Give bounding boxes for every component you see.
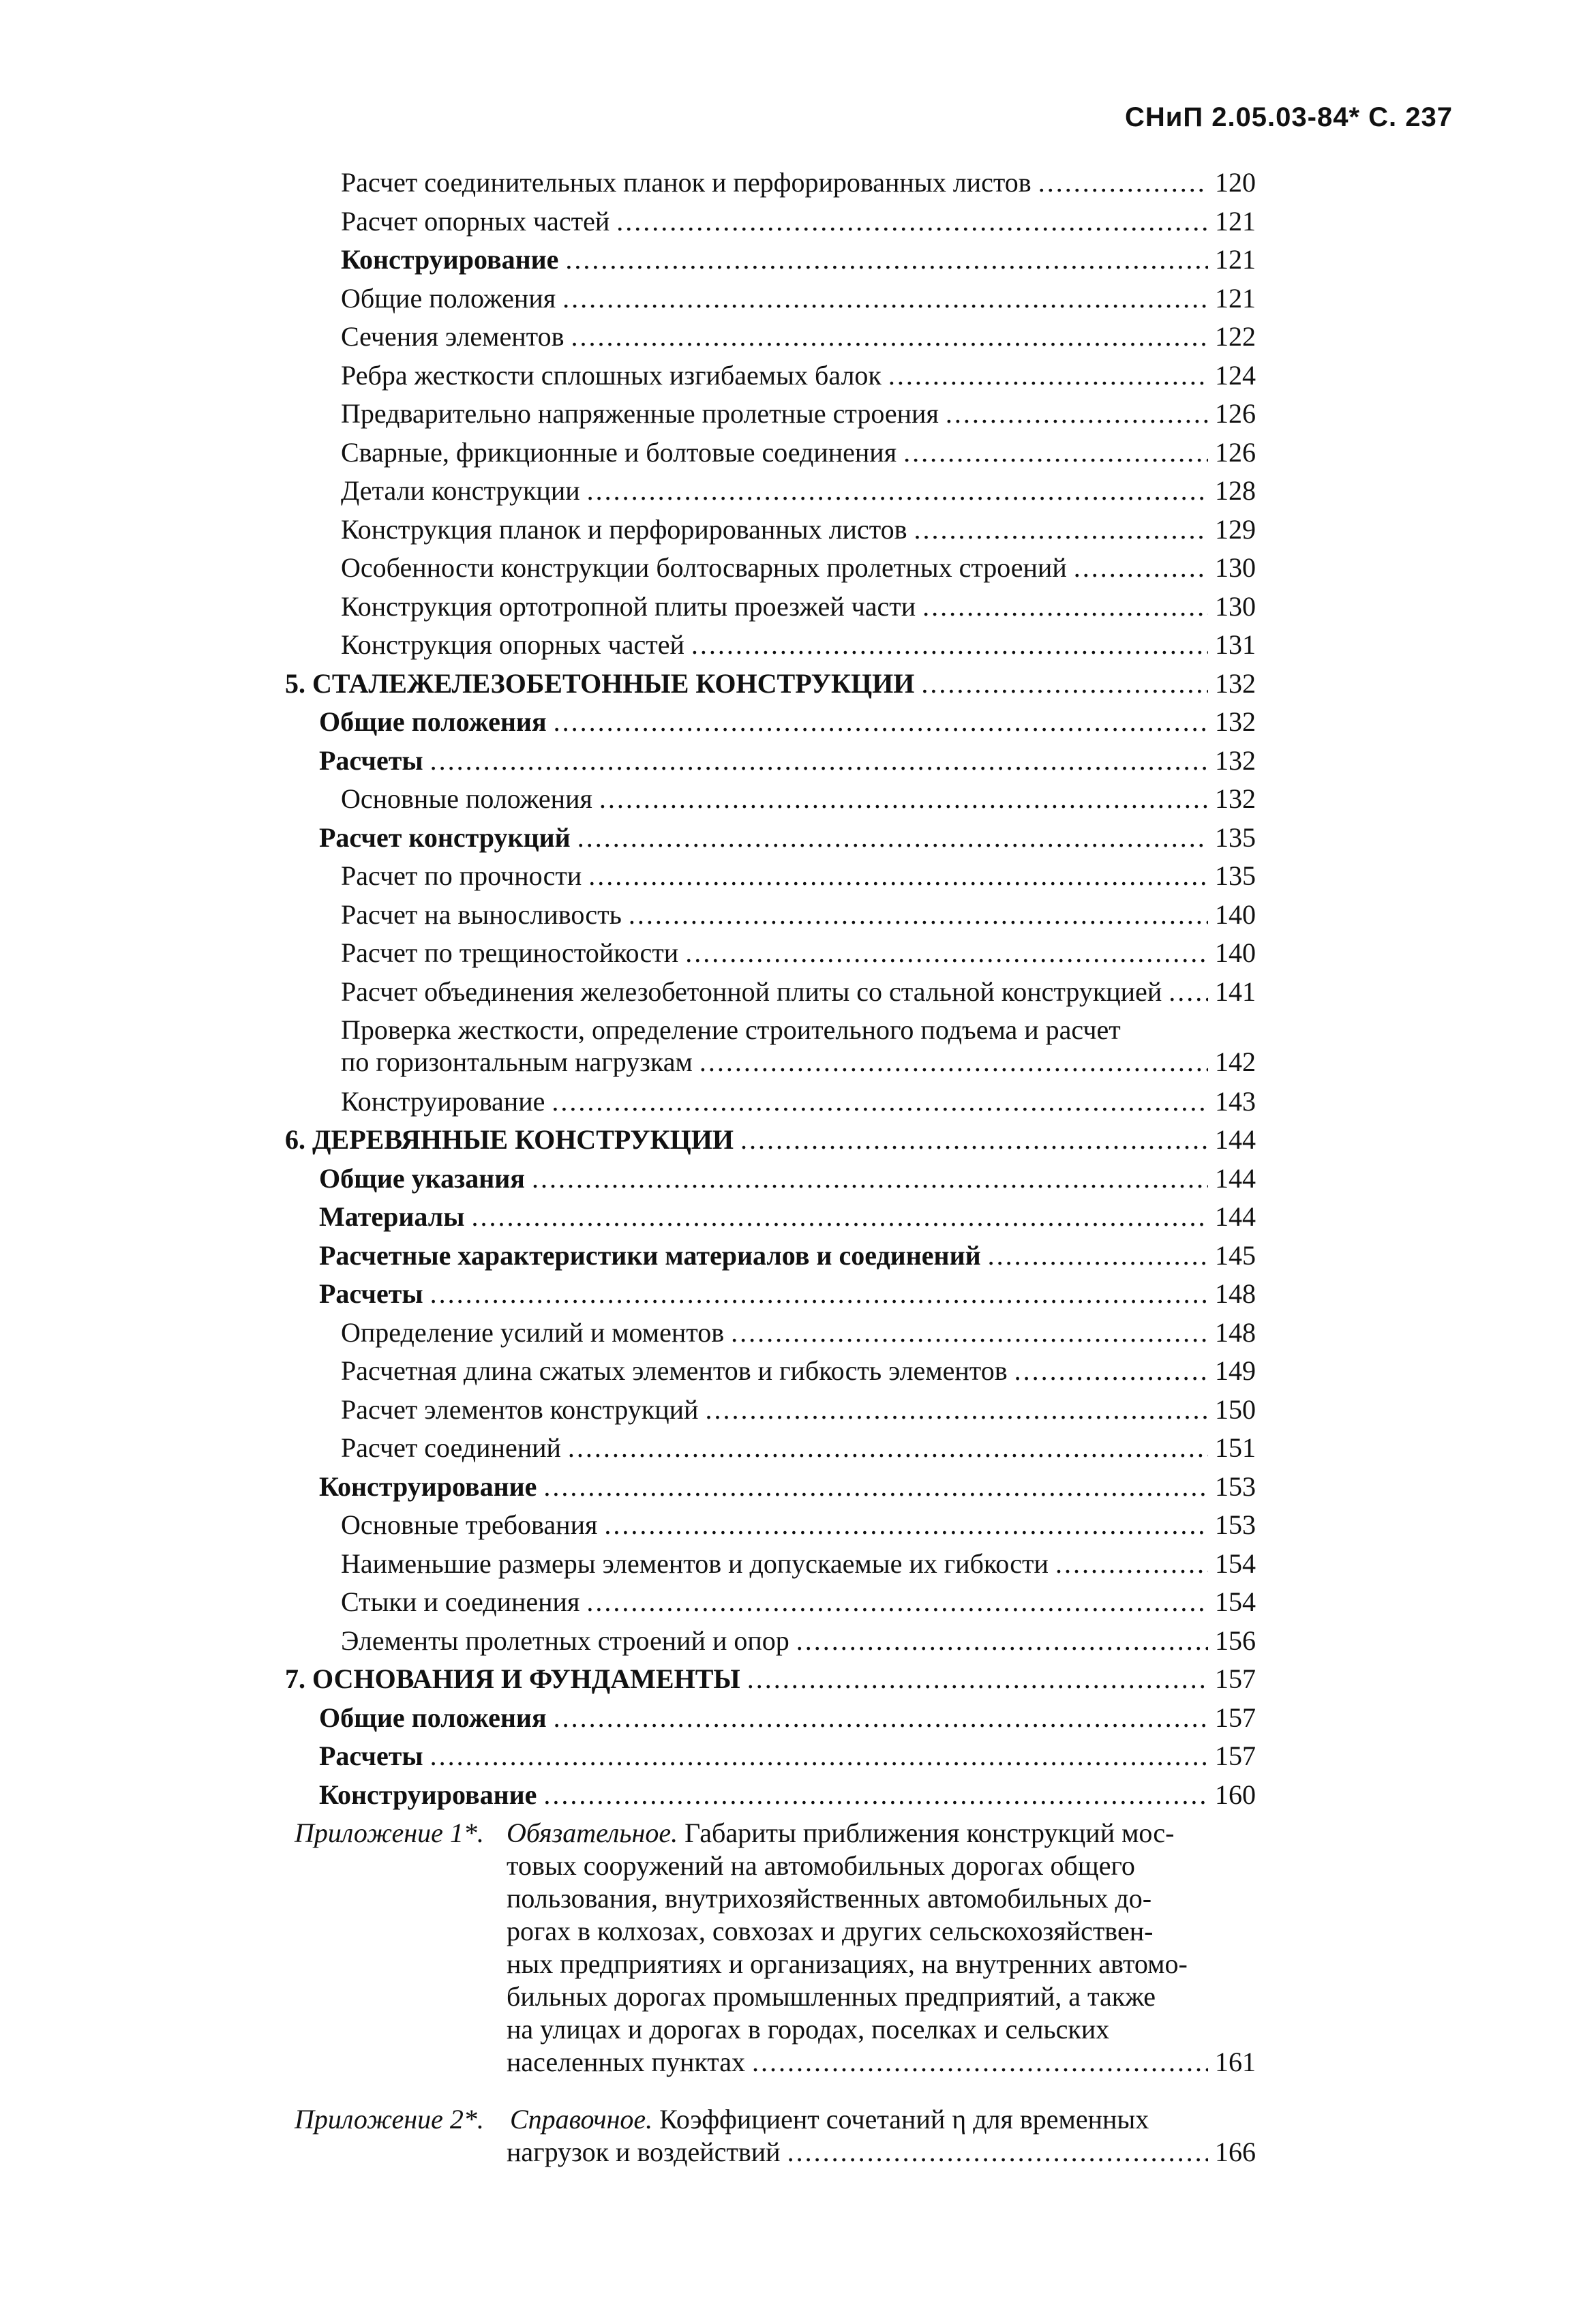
running-title: СНиП 2.05.03-84* С. 237 (1124, 102, 1453, 132)
appendix-line: товых сооружений на автомобильных дорогах общего (507, 1850, 1135, 1881)
toc-section-heading (285, 1660, 1256, 1698)
toc-entry-title: Расчет соединительных планок и перфорированных листов (341, 167, 1032, 198)
leader-dots (586, 1583, 1208, 1621)
leader-dots (988, 1237, 1208, 1275)
toc-entry-page: 153 (1215, 1471, 1256, 1502)
toc-entry-title: Общие положения (319, 1702, 547, 1733)
toc-entry-page: 157 (1215, 1702, 1256, 1733)
leader-dots (1055, 1545, 1208, 1583)
toc-entry-page: 140 (1215, 899, 1256, 930)
toc-entry (341, 896, 1256, 934)
toc-entry (319, 1776, 1256, 1814)
toc-entry (341, 1391, 1256, 1429)
leader-dots (554, 703, 1208, 741)
toc-entry-title-line1: Проверка жесткости, определение строительного подъема и расчет (341, 1014, 1121, 1045)
toc-entry-title: населенных пунктах (507, 2047, 745, 2077)
toc-entry (319, 1699, 1256, 1737)
leader-dots (787, 2133, 1208, 2171)
toc-entry-title: Расчет объединения железобетонной плиты со стальной конструкцией (341, 976, 1162, 1007)
leader-dots (430, 1737, 1208, 1775)
toc-entry-title: Расчетные характеристики материалов и соединений (319, 1240, 981, 1271)
toc-entry-page: 132 (1215, 706, 1256, 737)
leader-dots (554, 1699, 1208, 1737)
toc-entry-page: 140 (1215, 937, 1256, 968)
toc-entry (341, 1545, 1256, 1583)
leader-dots (629, 896, 1208, 934)
toc-entry-page: 132 (1215, 745, 1256, 776)
toc-entry-page: 157 (1215, 1663, 1256, 1694)
leader-dots (552, 1083, 1208, 1121)
toc-entry-page: 151 (1215, 1432, 1256, 1463)
toc-entry-title: Расчеты (319, 745, 423, 776)
leader-dots (599, 780, 1208, 818)
toc-entry (319, 1237, 1256, 1275)
toc-entry-page: 126 (1215, 437, 1256, 468)
toc-entry-title: Конструирование (341, 1086, 545, 1117)
toc-entry-title: Расчет опорных частей (341, 206, 610, 237)
toc-section-heading (285, 665, 1256, 703)
toc-entry-page: 135 (1215, 860, 1256, 891)
toc-entry (341, 318, 1256, 356)
toc-entry-page: 149 (1215, 1355, 1256, 1386)
toc-entry-title: Расчет на выносливость (341, 899, 622, 930)
leader-dots (604, 1506, 1208, 1544)
toc-entry (341, 626, 1256, 664)
toc-entry (341, 164, 1256, 202)
appendix-text: Коэффициент сочетаний η для временных (659, 2104, 1149, 2135)
toc-entry-title: Конструкция ортотропной плиты проезжей части (341, 591, 916, 622)
toc-entry (341, 511, 1256, 549)
toc-entry-title: 6. ДЕРЕВЯННЫЕ КОНСТРУКЦИИ (285, 1124, 734, 1155)
toc-entry (341, 1352, 1256, 1390)
toc-entry (341, 1083, 1256, 1121)
toc-entry (319, 819, 1256, 857)
toc-entry-title: Наименьшие размеры элементов и допускаемые их гибкости (341, 1548, 1049, 1579)
toc-entry-title: Общие положения (319, 706, 547, 737)
toc-entry-page: 144 (1215, 1201, 1256, 1232)
toc-entry-title: 7. ОСНОВАНИЯ И ФУНДАМЕНТЫ (285, 1663, 740, 1694)
leader-dots (691, 626, 1208, 664)
toc-entry-page: 160 (1215, 1779, 1256, 1810)
toc-entry (341, 934, 1256, 972)
leader-dots (685, 934, 1208, 972)
toc-entry (341, 241, 1256, 279)
toc-entry-title: Расчет по трещиностойкости (341, 937, 679, 968)
toc-entry-title: Расчет элементов конструкций (341, 1394, 699, 1425)
toc-entry-page: 144 (1215, 1163, 1256, 1194)
leader-dots (1014, 1352, 1208, 1390)
toc-entry-title: Определение усилий и моментов (341, 1317, 725, 1348)
leader-dots (731, 1314, 1208, 1352)
toc-entry (341, 1583, 1256, 1621)
toc-entry-title: Общие положения (341, 283, 556, 314)
toc-entry-title: Расчеты (319, 1740, 423, 1771)
leader-dots (796, 1622, 1208, 1660)
toc-entry (319, 742, 1256, 780)
toc-entry-title: Расчетная длина сжатых элементов и гибкость элементов (341, 1355, 1008, 1386)
toc-entry-page: 166 (1215, 2137, 1256, 2167)
toc-entry (507, 2043, 1256, 2081)
toc-entry-title: Элементы пролетных строений и опор (341, 1625, 789, 1656)
toc-entry (341, 1314, 1256, 1352)
appendix-line: рогах в колхозах, совхозах и других сельскохозяйствен- (507, 1916, 1154, 1946)
leader-dots (543, 1468, 1208, 1506)
toc-entry (341, 1506, 1256, 1544)
toc-entry (341, 973, 1256, 1011)
leader-dots (903, 434, 1208, 472)
leader-dots (1169, 973, 1208, 1011)
leader-dots (922, 588, 1208, 626)
toc-entry-page: 121 (1215, 206, 1256, 237)
toc-entry-page: 142 (1215, 1046, 1256, 1077)
toc-entry (341, 202, 1256, 241)
toc-entry-page: 129 (1215, 514, 1256, 545)
toc-entry (341, 357, 1256, 395)
leader-dots (532, 1160, 1208, 1198)
leader-dots (562, 280, 1208, 318)
leader-dots (705, 1391, 1208, 1429)
toc-entry-page: 157 (1215, 1740, 1256, 1771)
toc-entry (341, 857, 1256, 895)
leader-dots (888, 357, 1208, 395)
appendix-text: Габариты приближения конструкций мос- (684, 1818, 1175, 1848)
leader-dots (588, 857, 1208, 895)
leader-dots (740, 1121, 1208, 1159)
toc-entry (341, 395, 1256, 433)
leader-dots (471, 1198, 1208, 1236)
toc-entry-title: по горизонтальным нагрузкам (341, 1046, 693, 1077)
toc-entry (341, 1043, 1256, 1081)
toc-entry-title: Стыки и соединения (341, 1586, 580, 1617)
toc-entry (507, 2133, 1256, 2171)
toc-entry-page: 121 (1215, 283, 1256, 314)
leader-dots (543, 1776, 1208, 1814)
toc-entry-title: Сварные, фрикционные и болтовые соединения (341, 437, 897, 468)
appendix-kind: Обязательное. (507, 1818, 678, 1848)
toc-entry-page: 141 (1215, 976, 1256, 1007)
toc-entry-title: Расчет конструкций (319, 822, 571, 853)
toc-entry (341, 434, 1256, 472)
toc-entry (319, 1275, 1256, 1313)
toc-entry-page: 121 (1215, 244, 1256, 275)
toc-entry-page: 130 (1215, 552, 1256, 583)
toc-entry-page: 143 (1215, 1086, 1256, 1117)
leader-dots (616, 202, 1208, 241)
toc-entry-page: 132 (1215, 668, 1256, 699)
toc-entry-page: 148 (1215, 1317, 1256, 1348)
toc-section-heading (285, 1121, 1256, 1159)
toc-entry-page: 124 (1215, 360, 1256, 391)
appendix-label: Приложение 1*. (295, 1818, 484, 1848)
toc-entry-page: 153 (1215, 1509, 1256, 1540)
toc-entry-page: 161 (1215, 2047, 1256, 2077)
toc-entry-title: Расчет по прочности (341, 860, 582, 891)
toc-entry-page: 122 (1215, 321, 1256, 352)
toc-entry (319, 1737, 1256, 1775)
toc-entry (341, 588, 1256, 626)
leader-dots (568, 1429, 1208, 1467)
toc-entry (341, 1622, 1256, 1660)
leader-dots (430, 742, 1208, 780)
leader-dots (921, 665, 1208, 703)
toc-entry-title: Конструирование (341, 244, 559, 275)
toc-entry (341, 780, 1256, 818)
leader-dots (430, 1275, 1208, 1313)
appendix-line: на улицах и дорогах в городах, поселках и сельских (507, 2014, 1110, 2045)
toc-entry-page: 145 (1215, 1240, 1256, 1271)
toc-entry (319, 703, 1256, 741)
appendix-line: пользования, внутрихозяйственных автомобильных до- (507, 1883, 1152, 1914)
appendix-line: ных предприятиях и организациях, на внутренних автомо- (507, 1948, 1188, 1979)
leader-dots (914, 511, 1208, 549)
leader-dots (577, 819, 1208, 857)
toc-entry-title: нагрузок и воздействий (507, 2137, 781, 2167)
leader-dots (699, 1043, 1208, 1081)
toc-entry-title: Детали конструкции (341, 475, 580, 506)
toc-entry (319, 1198, 1256, 1236)
toc-entry-title: Расчеты (319, 1278, 423, 1309)
appendix-kind: Справочное. (510, 2104, 653, 2135)
toc-entry-title: Особенности конструкции болтосварных пролетных строений (341, 552, 1067, 583)
toc-entry-page: 131 (1215, 629, 1256, 660)
leader-dots (747, 1660, 1208, 1698)
toc-entry-title: Материалы (319, 1201, 465, 1232)
toc-entry-title: Ребра жесткости сплошных изгибаемых балок (341, 360, 882, 391)
toc-entry-page: 154 (1215, 1548, 1256, 1579)
appendix-line: бильных дорогах промышленных предприятий, а также (507, 1981, 1156, 2012)
toc-entry-title: Конструирование (319, 1471, 537, 1502)
toc-entry-page: 130 (1215, 591, 1256, 622)
leader-dots (752, 2043, 1208, 2081)
leader-dots (946, 395, 1208, 433)
toc-entry-page: 144 (1215, 1124, 1256, 1155)
leader-dots (587, 472, 1208, 510)
toc-entry-page: 156 (1215, 1625, 1256, 1656)
leader-dots (1074, 549, 1208, 587)
toc-entry-page: 120 (1215, 167, 1256, 198)
toc-entry-title: Сечения элементов (341, 321, 564, 352)
toc-entry-title: Конструкция планок и перфорированных листов (341, 514, 907, 545)
toc-entry-page: 150 (1215, 1394, 1256, 1425)
toc-entry-title: Конструкция опорных частей (341, 629, 684, 660)
toc-entry-page: 132 (1215, 783, 1256, 814)
toc-entry-title: Основные положения (341, 783, 592, 814)
leader-dots (565, 241, 1208, 279)
toc-entry-page: 135 (1215, 822, 1256, 853)
toc-entry-title: Конструирование (319, 1779, 537, 1810)
toc-entry-title: Предварительно напряженные пролетные строения (341, 398, 939, 429)
toc-entry-title: Основные требования (341, 1509, 598, 1540)
toc-entry-page: 128 (1215, 475, 1256, 506)
toc-entry-title: 5. СТАЛЕЖЕЛЕЗОБЕТОННЫЕ КОНСТРУКЦИИ (285, 668, 915, 699)
toc-entry (341, 1429, 1256, 1467)
toc-entry-page: 148 (1215, 1278, 1256, 1309)
toc-entry-page: 154 (1215, 1586, 1256, 1617)
toc-entry-page: 126 (1215, 398, 1256, 429)
leader-dots (1038, 164, 1208, 202)
toc-entry (319, 1160, 1256, 1198)
appendix-label: Приложение 2*. (295, 2104, 484, 2135)
toc-entry (341, 549, 1256, 587)
toc-entry (341, 472, 1256, 510)
toc-entry (319, 1468, 1256, 1506)
toc-entry (341, 280, 1256, 318)
toc-entry-title: Общие указания (319, 1163, 525, 1194)
leader-dots (571, 318, 1208, 356)
toc-entry-title: Расчет соединений (341, 1432, 561, 1463)
